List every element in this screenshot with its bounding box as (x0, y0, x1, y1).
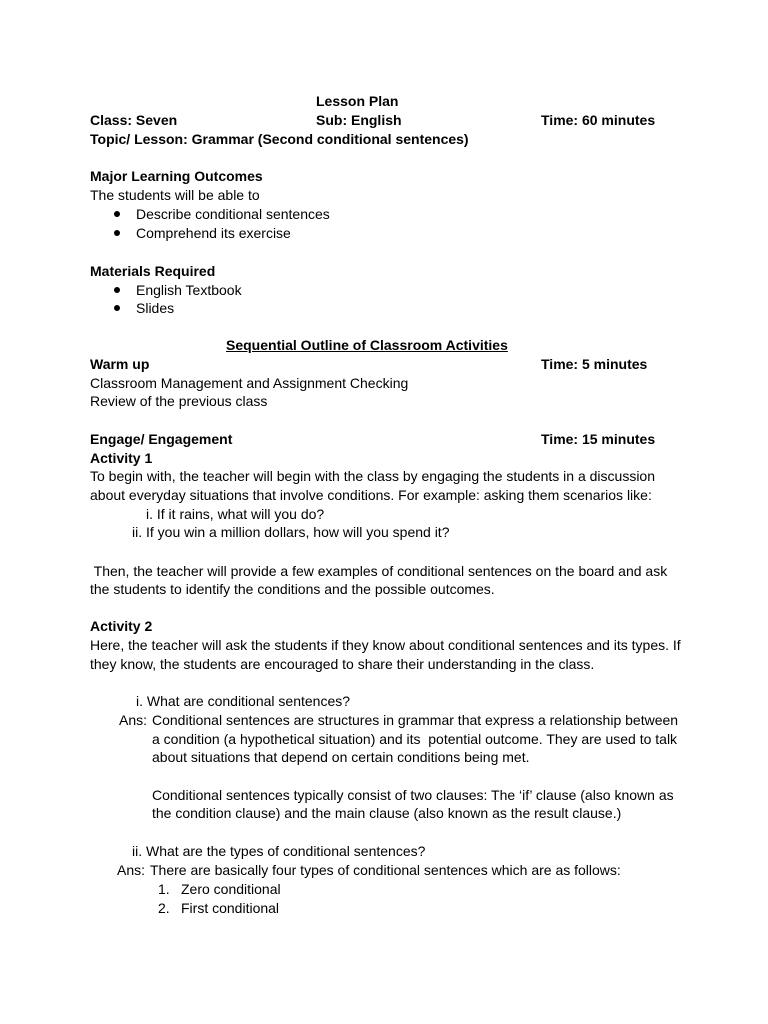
bullet-icon (114, 211, 120, 217)
warmup-heading: Warm up (90, 356, 150, 372)
warmup-line: Review of the previous class (90, 393, 268, 409)
warmup-time: Time: 5 minutes (541, 356, 648, 372)
activity1-followup: the students to identify the conditions and the possible outcomes. (90, 581, 495, 597)
outcome-item: Comprehend its exercise (136, 225, 291, 241)
warmup-line: Classroom Management and Assignment Checking (90, 375, 409, 391)
type-label: First conditional (181, 900, 280, 916)
question-2: ii. What are the types of conditional sentences? (132, 843, 426, 859)
type-number: 1. (158, 881, 170, 897)
answer-1-line: a condition (a hypothetical situation) and its potential outcome. They are used to talk (152, 731, 678, 747)
activity1-heading: Activity 1 (90, 450, 153, 466)
bullet-icon (114, 230, 120, 236)
question-1: i. What are conditional sentences? (136, 693, 351, 709)
materials-heading: Materials Required (90, 263, 216, 279)
engage-heading: Engage/ Engagement (90, 431, 233, 447)
material-item: Slides (136, 300, 175, 316)
activity1-question: ii. If you win a million dollars, how will you spend it? (132, 524, 450, 540)
type-label: Zero conditional (181, 881, 281, 897)
answer-label: Ans: (117, 862, 146, 878)
answer-1-line: Conditional sentences typically consist of two clauses: The ‘if’ clause (also known as (152, 787, 674, 803)
bullet-icon (114, 287, 120, 293)
answer-1-line: about situations that depend on certain conditions being met. (152, 749, 530, 765)
page-title: Lesson Plan (316, 93, 399, 109)
activity1-followup: Then, the teacher will provide a few examples of conditional sentences on the board and ask (90, 563, 668, 579)
outcome-item: Describe conditional sentences (136, 206, 330, 222)
answer-1-line: the condition clause) and the main clause (also known as the result clause.) (152, 805, 622, 821)
subject-label: Sub: English (316, 112, 402, 128)
outline-heading: Sequential Outline of Classroom Activities (226, 337, 508, 353)
engage-time: Time: 15 minutes (541, 431, 656, 447)
bullet-icon (114, 305, 120, 311)
type-number: 2. (158, 900, 170, 916)
answer-2-intro: There are basically four types of conditional sentences which are as follows: (150, 862, 621, 878)
activity1-line: To begin with, the teacher will begin with the class by engaging the students in a discussion (90, 468, 656, 484)
activity2-line: Here, the teacher will ask the students if they know about conditional sentences and its types. If (90, 637, 681, 653)
activity1-line: about everyday situations that involve conditions. For example: asking them scenarios like: (90, 487, 652, 503)
class-label: Class: Seven (90, 112, 178, 128)
activity2-line: they know, the students are encouraged to share their understanding in the class. (90, 656, 595, 672)
activity1-question: i. If it rains, what will you do? (146, 506, 325, 522)
activity2-heading: Activity 2 (90, 618, 153, 634)
answer-label: Ans: (119, 712, 148, 728)
total-time-label: Time: 60 minutes (541, 112, 656, 128)
material-item: English Textbook (136, 282, 242, 298)
topic-label: Topic/ Lesson: Grammar (Second conditional sentences) (90, 131, 469, 147)
outcomes-heading: Major Learning Outcomes (90, 168, 263, 184)
outcomes-intro: The students will be able to (90, 187, 260, 203)
answer-1-line: Conditional sentences are structures in grammar that express a relationship between (152, 712, 679, 728)
